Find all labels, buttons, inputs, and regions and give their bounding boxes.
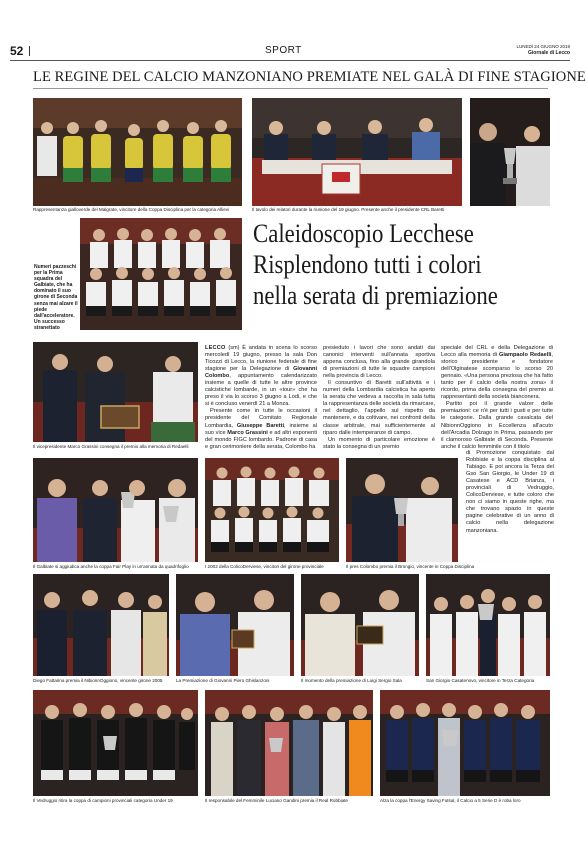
caption-photo-7: I 2002 della ColicoDerviese, vincitori del girone provinciale <box>205 564 324 569</box>
article-text: e ad altri esponenti del mondo FIGC lombardo. Padrone di casa e gran cerimoniere della serata, Colombo ha <box>205 429 318 450</box>
article-bold-name: Giampaolo Redaelli <box>499 352 552 359</box>
article-bold-name: Giuseppe Baretti <box>236 422 284 429</box>
photo-malgrate-team <box>33 98 242 206</box>
page-number: 52 <box>10 44 24 58</box>
article-dateline-sep: (sm) <box>225 345 243 351</box>
headline-line-2: Risplendono tutti i colori <box>253 249 482 279</box>
article-paragraph: presieduto i lavori che sono andati dai canonici interventi sull'annata sportiva appena conclusa, fino alla grande girandola di premiazioni di tutte le squadre campioni nella provincia di Lecco. <box>323 345 435 380</box>
caption-photo-12: San Giorgio Casatenovo, vincitore in Terza Categoria <box>426 678 535 683</box>
photo-real-robbiate-award <box>205 690 373 796</box>
caption-photo-13: Il Vedruggio ritira la coppa di campioni provinciali categoria Under 19 <box>33 798 173 803</box>
article-paragraph <box>205 408 317 450</box>
article-paragraph <box>205 345 317 408</box>
article-dateline-place: LECCO <box>205 345 226 351</box>
kicker-title: LE REGINE DEL CALCIO MANZONIANO PREMIATE NEL GALÀ DI FINE STAGIONE <box>33 69 586 85</box>
article-paragraph: Partito poi il grande valzer delle premiazioni: ce n'è per tutti i gusti e per tutte le categorie. Dalla grande cavalcata del NibionnOggiono in Eccellenza all'acuto dell'Arcadia Dolzago in Prima, passando per il clamoroso Galbiate di Seconda. Presente anche il calcio femminile con il titolo <box>441 401 553 450</box>
caption-photo-15: Alza la coppa l'Energy Saving Futsal, il Calcio a 5 Serie D è roba loro <box>380 798 521 803</box>
article-column-3 <box>441 345 553 450</box>
kicker-rule <box>33 88 548 89</box>
photo-sala-award <box>301 574 419 676</box>
article-text: , appuntamento calendarizzato insieme a quelle di tutte le altre province calcistiche lombarde, in un «tour» che ha preso il via lo scorso 3 giugno a Lodi, e che si è concluso venerdì 21 a Monza. <box>205 373 317 408</box>
photo-colicoderviese-team <box>205 458 339 562</box>
caption-photo-2: Il tavolo dei relatori durante la riunione del 19 giugno. Presente anche il presidente CRL Baretti <box>252 207 445 212</box>
section-label: SPORT <box>265 45 302 56</box>
photo-speakers-table <box>252 98 462 206</box>
photo-trophy-handover <box>470 98 550 206</box>
headline <box>253 218 511 311</box>
article-text: Presente come in tutte le occasioni il presidente del Comitato Regionale Lombardia, <box>205 408 317 429</box>
caption-photo-6: Il Galbiate si aggiudica anche la coppa Fair Play in un'annata da quadrifoglio <box>33 564 189 569</box>
caption-photo-11: Il momento della premiazione di Luigi Sergio Sala <box>301 678 402 683</box>
photo-energy-saving-futsal <box>380 690 550 796</box>
photo-galbiate-fairplay <box>33 458 198 562</box>
date: LUNEDÌ 24 GIUGNO 2019 <box>516 44 570 49</box>
headline-line-1: Caleidoscopio Lecchese <box>253 218 474 248</box>
article-text: speciale del CRL e della Delegazione di Lecco alla memoria di <box>441 345 553 359</box>
page-number-divider <box>29 46 30 56</box>
article-paragraph <box>441 345 553 401</box>
dateline <box>516 44 570 56</box>
article-text: , insieme al suo vice <box>205 422 317 436</box>
caption-photo-9: Diego Fattarina premia il NibionnOggiono, vincente girone 2005 <box>33 678 163 683</box>
newspaper-name: Giornale di Lecco <box>528 50 570 56</box>
article-column-3-continued: di Promozione conquistato dal Robbiate e la coppa disciplina al Tabiago. E poi ancora la Terza del Gso San Giorgio, le Under 19 di Casatese e ACD Brianza, i provinciali di Vedruggio, ColicoDerviese, e tutte coloro che non ci siamo in queste righe, ma che trovano spazio in queste pagine celebrative di un anno di calcio nella delegazione manzoniana. <box>466 450 554 534</box>
caption-photo-1: Rappresentanza gialloverde del Malgrate, vincitore della Coppa Disciplina per la categoria Allievi <box>33 207 230 212</box>
headline-line-3: nella serata di premiazione <box>253 280 498 310</box>
photo-redaelli-memorial <box>33 342 198 442</box>
article-column-1 <box>205 345 317 450</box>
photo-vedruggio-team <box>33 690 198 796</box>
article-paragraph: Un momento di particolare emozione è stato la consegna di un premio <box>323 436 435 450</box>
page-header <box>10 44 570 58</box>
caption-photo-10: La Premiazione di Giovanni Piero Ghislanzoni <box>176 678 270 683</box>
header-rule <box>10 60 570 61</box>
article-bold-name: Giovanni Colombo <box>205 366 317 380</box>
article-column-2 <box>323 345 435 450</box>
photo-galbiate-team <box>80 218 242 330</box>
article-text: È andata in scena lo scorso mercoledì 19 giugno, presso la sala Don Ticozzi di Lecco, la riunione federale di fine stagione per la Delegazione di <box>205 345 317 373</box>
article-paragraph: Il consuntivo di Baretti sull'attività e i numeri della Lombardia calcistica ha aperto la serata che vedeva a raccolta in sala tutta la rappresentanza delle società da rimarcare, nel dettaglio, l'appello sul rispetto da mantenere, e da coltivare, nei confronti della classe arbitrale, mai sufficientemente al riparo dalle intemperanze di campo. <box>323 380 435 436</box>
caption-photo-8: Il pres Colombo premia il Brongio, vincente in Coppa Disciplina <box>346 564 475 569</box>
photo-san-giorgio-award <box>426 574 550 676</box>
photo-brongio-award <box>346 458 458 562</box>
caption-photo-5: Il vicepresidente Marco Grassini consegna il premio alla memoria di Redaelli <box>33 444 189 449</box>
sidebar-note: Numeri pazzeschi per la Prima squadra del Galbiate, che ha dominato il suo girone di Seconda senza mai alzare il piede dall'acceleratore. Un successo stranettato <box>34 264 78 331</box>
photo-nibionnoggiono-award <box>33 574 169 676</box>
photo-ghislanzoni-award <box>176 574 294 676</box>
article-bold-name: Marco Grassini <box>227 429 268 436</box>
article-text: , storico presidente e fondatore dell'Olginatese scomparso lo scorso 20 gennaio. «Una persona preziosa che ha fatto tanto per il calcio della nostra zona» il ricordo, prima della consegna del premio ai rappresentanti della società bianconera. <box>441 352 553 401</box>
caption-photo-14: Il responsabile del Femminile Luciano Gandini premia il Real Robbiate <box>205 798 348 803</box>
